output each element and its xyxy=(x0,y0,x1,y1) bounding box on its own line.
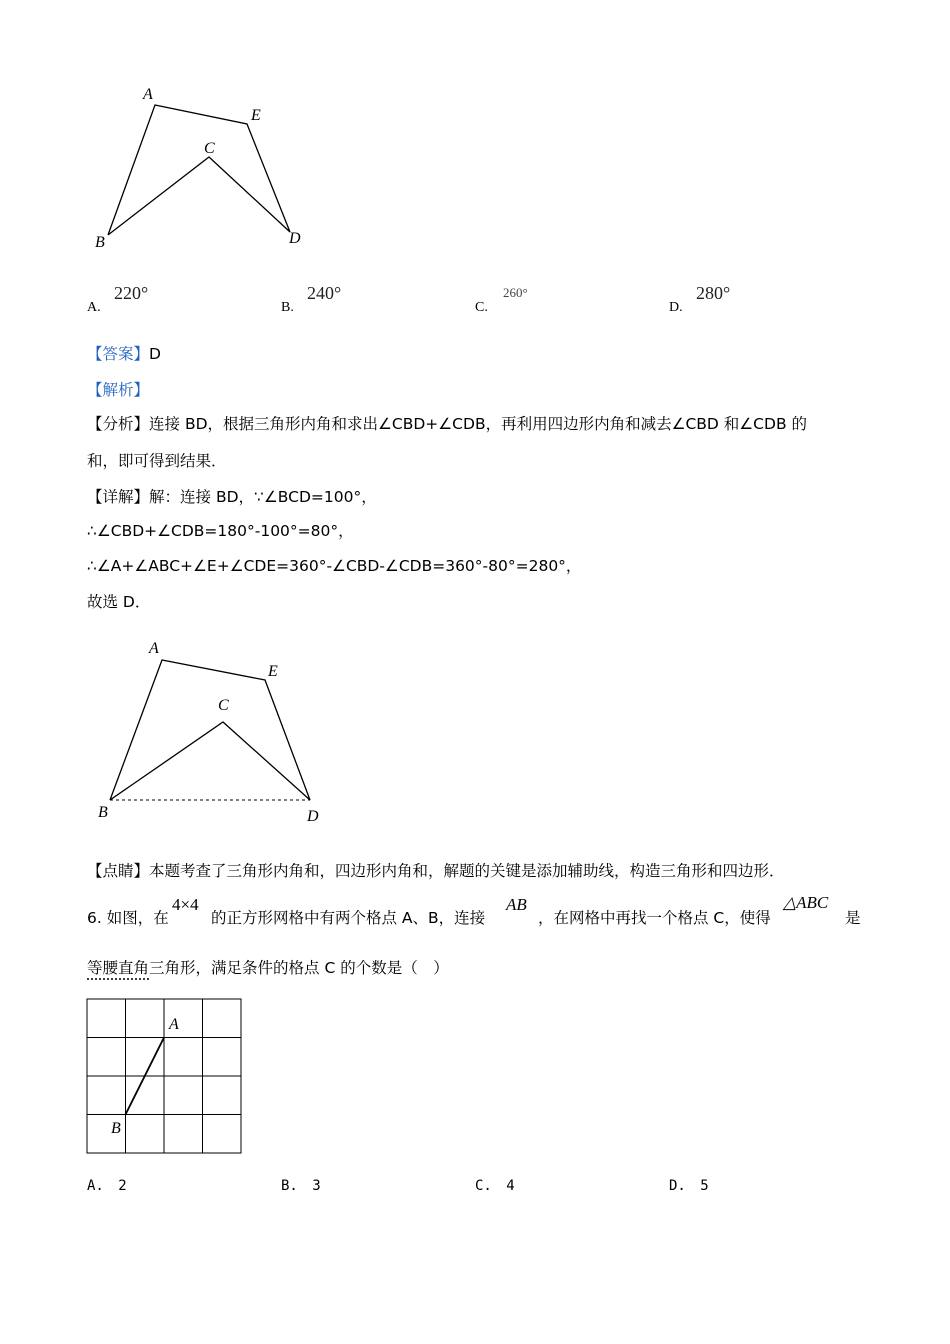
q6-option-a-letter: A. xyxy=(87,1178,104,1194)
analysis-text-1: 连接 BD，根据三角形内角和求出∠CBD+∠CDB，再利用四边形内角和减去∠CBD 和∠CDB 的 xyxy=(149,415,808,433)
q6-line-2-text: 三角形，满足条件的格点 C 的个数是（ ） xyxy=(149,959,449,977)
q6-part-2: 的正方形网格中有两个格点 A、B，连接 xyxy=(211,909,486,927)
analysis-tag: 【解析】 xyxy=(87,381,150,399)
q6-emphasis: 等腰直角 xyxy=(87,959,150,977)
fig1-label-a: A xyxy=(143,86,153,103)
fig1-label-b: B xyxy=(95,234,105,251)
q6-option-b-value: 3 xyxy=(312,1178,321,1194)
analysis-tag-inline: 【分析】 xyxy=(87,415,150,433)
answer-value: D xyxy=(149,345,161,363)
q6-line-1 xyxy=(87,908,169,928)
figure-2-outline xyxy=(110,660,310,800)
fig1-label-e: E xyxy=(251,107,261,124)
q6-option-b-letter: B. xyxy=(281,1178,298,1194)
grid-label-a: A xyxy=(169,1016,179,1033)
q5-option-d-value: 280° xyxy=(696,283,731,303)
analysis-line-2: 和，即可得到结果． xyxy=(87,452,227,470)
q6-option-c-value: 4 xyxy=(506,1178,515,1194)
q6-option-d-value: 5 xyxy=(700,1178,709,1194)
q6-option-a-value: 2 xyxy=(118,1178,127,1194)
answer-tag: 【答案】 xyxy=(87,345,150,363)
q6-segment-ab: AB xyxy=(506,895,527,914)
q6-option-c-letter: C. xyxy=(475,1178,492,1194)
q5-option-a-value: 220° xyxy=(114,283,149,303)
q6-part-3: ，在网格中再找一个格点 C，使得 xyxy=(538,909,771,927)
figure-2-pentagon xyxy=(95,640,335,820)
q5-option-d-letter[interactable]: D. xyxy=(669,300,683,315)
detail-line-3: ∴∠A+∠ABC+∠E+∠CDE=360°-∠CBD-∠CDB=360°-80°=280°， xyxy=(87,557,582,575)
grid-label-b: B xyxy=(111,1120,121,1137)
q6-option-b[interactable] xyxy=(281,1178,321,1194)
detail-line-4: 故选 D． xyxy=(87,593,151,611)
fig2-label-d: D xyxy=(307,808,319,825)
q6-option-d-letter: D. xyxy=(669,1178,686,1194)
q5-option-c-letter[interactable]: C. xyxy=(475,300,488,315)
q5-option-c-value: 260° xyxy=(503,285,528,300)
q6-triangle-abc: △ABC xyxy=(783,893,829,912)
fig2-label-e: E xyxy=(268,663,278,680)
detail-line-1 xyxy=(87,487,377,507)
q6-number: 6. 如图，在 xyxy=(87,909,169,927)
q6-part-4: 是 xyxy=(845,909,861,927)
fig1-label-c: C xyxy=(204,140,215,157)
answer-line xyxy=(87,344,161,364)
fig1-label-d: D xyxy=(289,230,301,247)
q6-line-2 xyxy=(87,958,449,978)
q5-option-b-letter[interactable]: B. xyxy=(281,300,294,315)
comment-text: 本题考查了三角形内角和，四边形内角和，解题的关键是添加辅助线，构造三角形和四边形． xyxy=(149,862,785,880)
comment-tag: 【点睛】 xyxy=(87,862,150,880)
q6-option-d[interactable] xyxy=(669,1178,709,1194)
figure-1-outline xyxy=(108,105,290,235)
analysis-line-1 xyxy=(87,414,807,434)
fig2-label-c: C xyxy=(218,697,229,714)
q6-grid-size: 4×4 xyxy=(172,895,199,914)
q6-option-a[interactable] xyxy=(87,1178,127,1194)
detail-tag: 【详解】 xyxy=(87,488,150,506)
q5-option-b-value: 240° xyxy=(307,283,342,303)
detail-line-2: ∴∠CBD+∠CDB=180°-100°=80°， xyxy=(87,522,354,540)
fig2-label-b: B xyxy=(98,804,108,821)
comment-line xyxy=(87,861,785,881)
detail-text-1: 解：连接 BD，∵∠BCD=100°， xyxy=(149,488,377,506)
q5-option-a-letter[interactable]: A. xyxy=(87,300,101,315)
fig2-label-a: A xyxy=(149,640,159,657)
q6-option-c[interactable] xyxy=(475,1178,515,1194)
